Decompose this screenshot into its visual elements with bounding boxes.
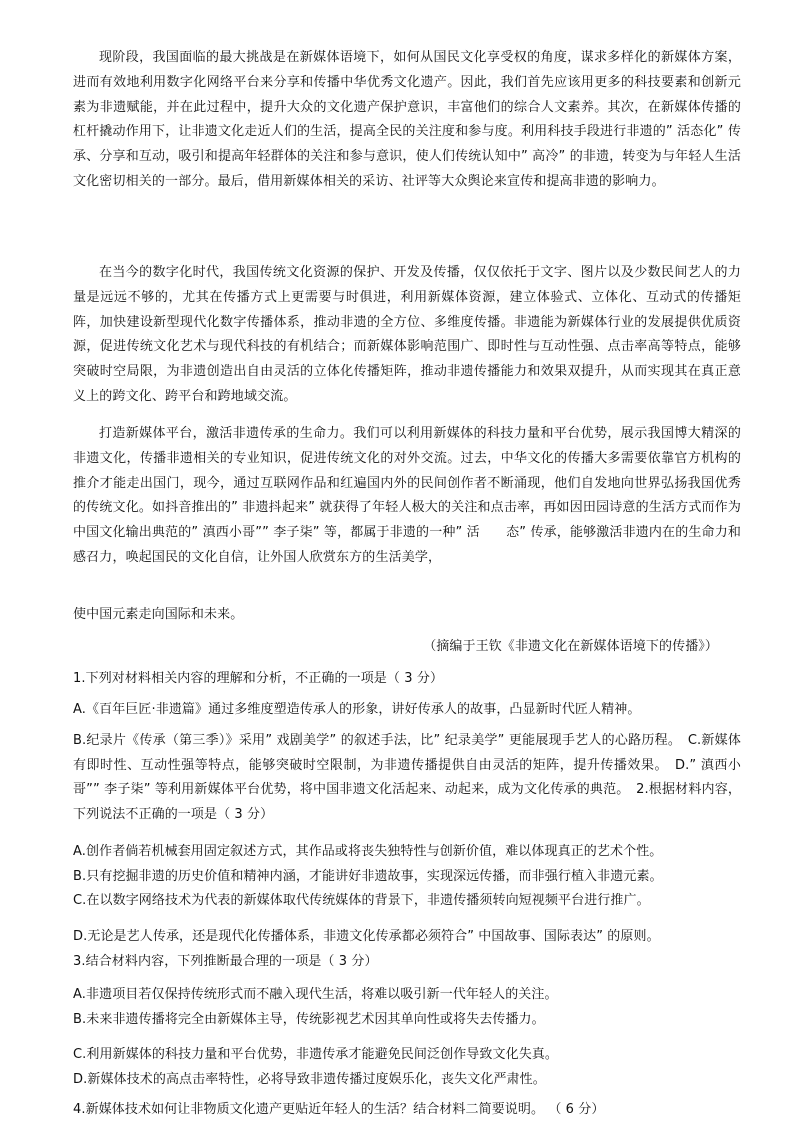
question-2-option-c: C.在以数字网络技术为代表的新媒体取代传统媒体的背景下，非遗传播须转向短视频平台进行推广。 (73, 893, 650, 908)
question-3-option-b: B.未来非遗传播将完全由新媒体主导，传统影视艺术因其单向性或将失去传播力。 (73, 1012, 545, 1027)
article-paragraph-1: 现阶段，我国面临的最大挑战是在新媒体语境下，如何从国民文化享受权的角度，谋求多样化的新媒体方案，进而有效地利用数字化网络平台来分享和传播中华优秀文化遗产。因此，我们首先应该用更多的科技要素和创新元素为非遗赋能，并在此过程中，提升大众的文化遗产保护意识，丰富他们的综合人文素养。其次，在新媒体传播的杠杆撬动作用下，让非遗文化走近人们的生活，提高全民的关注度和参与度。利用科技手段进行非遗的” 活态化” 传承、分享和互动，吸引和提高年轻群体的关注和参与意识，使人们传统认知中” 高冷” 的非遗，转变为与年轻人生活文化密切相关的一部分。最后，借用新媒体相关的采访、社评等大众舆论来宣传和提高非遗的影响力。 (73, 50, 741, 189)
question-1-stem: 1.下列对材料相关内容的理解和分析，不正确的一项是（ 3 分） (73, 671, 444, 686)
question-3-option-c: C.利用新媒体的科技力量和平台优势，非遗传承才能避免民间泛创作导致文化失真。 (73, 1047, 559, 1062)
article-source: （摘编于王钦《非遗文化在新媒体语境下的传播》） (423, 639, 718, 654)
article-paragraph-2: 在当今的数字化时代，我国传统文化资源的保护、开发及传播，仅仅依托于文字、图片以及少数民间艺人的力量是远远不够的，尤其在传播方式上更需要与时俱进，利用新媒体资源，建立体验式、立体化、互动式的传播矩阵，加快建设新型现代化数字传播体系，推动非遗的全方位、多维度传播。非遗能为新媒体行业的发展提供优质资源，促进传统文化艺术与现代科技的有机结合；而新媒体影响范围广、即时性与互动性强、点击率高等特点，能够突破时空局限，为非遗创造出自由灵活的立体化传播矩阵，推动非遗传播能力和效果双提升，从而实现其在真正意义上的跨文化、跨平台和跨地域交流。 (73, 265, 741, 404)
question-1-option-a: A.《百年巨匠·非遗篇》通过多维度塑造传承人的形象，讲好传承人的故事，凸显新时代匠人精神。 (73, 702, 641, 717)
question-1-options-bcd-and-question-2-stem: B.纪录片《传承（第三季）》采用” 戏剧美学” 的叙述手法，比” 纪录美学” 更能展现手艺人的心路历程。 C.新媒体有即时性、互动性强等特点，能够突破时空限制，为非遗传播提供自由灵活的矩阵，提升传播效果。 D.” 滇西小哥”” 李子柒” 等利用新媒体平台优势，将中国非遗文化活起来、动起来，成为文化传承的典范。 2.根据材料内容，下列说法不正确的一项是（ 3 分） (73, 733, 741, 822)
question-2-option-a: A.创作者倘若机械套用固定叙述方式，其作品或将丧失独特性与创新价值，难以体现真正的艺术个性。 (73, 844, 663, 859)
article-paragraph-3-end: 使中国元素走向国际和未来。 (73, 607, 244, 622)
question-2-option-d: D.无论是艺人传承，还是现代化传播体系，非遗文化传承都必须符合” 中国故事、国际表达” 的原则。 (73, 929, 660, 944)
question-3-option-d: D.新媒体技术的高点击率特性，必将导致非遗传播过度娱乐化，丧失文化严肃性。 (73, 1072, 546, 1087)
question-3-stem: 3.结合材料内容，下列推断最合理的一项是（ 3 分） (73, 954, 378, 969)
question-3-option-a: A.非遗项目若仅保持传统形式而不融入现代生活，将难以吸引新一代年轻人的关注。 (73, 987, 558, 1002)
question-2-option-b: B.只有挖掘非遗的历史价值和精神内涵，才能讲好非遗故事，实现深远传播，而非强行植入非遗元素。 (73, 869, 663, 884)
article-paragraph-3: 打造新媒体平台，激活非遗传承的生命力。我们可以利用新媒体的科技力量和平台优势，展示我国博大精深的非遗文化，传播非遗相关的专业知识，促进传统文化的对外交流。过去，中华文化的传播大多需要依靠官方机构的推介才能走出国门，现今，通过互联网作品和红遍国内外的民间创作者不断涌现，他们自发地向世界弘扬我国优秀的传统文化。如抖音推出的” 非遗抖起来” 就获得了年轻人极大的关注和点击率，再如因田园诗意的生活方式而作为中国文化输出典范的” 滇西小哥”” 李子柒” 等，都属于非遗的一种” 活 态” 传承，能够激活非遗内在的生命力和感召力，唤起国民的文化自信，让外国人欣赏东方的生活美学， (73, 426, 741, 565)
question-4-stem: 4.新媒体技术如何让非物质文化遗产更贴近年轻人的生活？结合材料二简要说明。 （ 6 分） (73, 1102, 605, 1117)
